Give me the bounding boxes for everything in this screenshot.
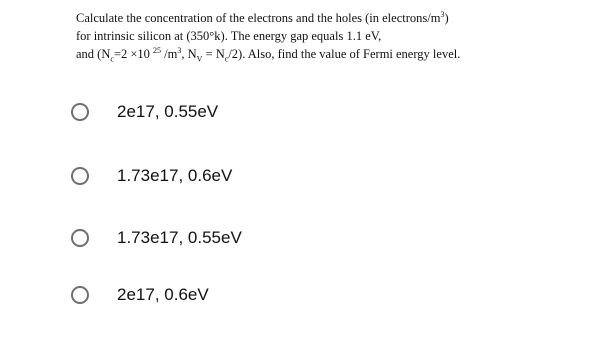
answer-option-2[interactable]: [71, 165, 232, 187]
question-line-3: [76, 45, 581, 63]
question-line-3-sup-1: 25: [153, 45, 162, 55]
radio-button[interactable]: [71, 286, 89, 304]
question-line-1-end: ): [444, 11, 449, 25]
question-line-1: [76, 9, 581, 27]
question-line-3-a: and (N: [76, 47, 111, 61]
question-line-3-c: /m: [161, 47, 178, 61]
answer-option-label[interactable]: 1.73e17, 0.55eV: [117, 228, 242, 247]
question-line-3-sup-2: 3: [177, 45, 182, 55]
question-line-3-sub-1: c: [110, 54, 114, 64]
question-line-1-text: Calculate the concentration of the electrons and the holes (in electrons/m: [76, 11, 441, 25]
question-line-2: [76, 27, 581, 45]
question-line-3-d: , N: [181, 47, 197, 61]
radio-button[interactable]: [71, 103, 89, 121]
radio-button[interactable]: [71, 229, 89, 247]
answer-option-1[interactable]: [71, 101, 218, 123]
answer-option-3[interactable]: [71, 227, 242, 249]
question-line-3-f: /2). Also, find the value of Fermi energy level.: [228, 47, 461, 61]
question-line-1-sup: 3: [440, 9, 445, 19]
question-line-3-sub-3: c: [224, 54, 229, 64]
answer-option-label[interactable]: 2e17, 0.55eV: [117, 102, 219, 121]
question-line-2-text: for intrinsic silicon at (350°k). The energy gap equals 1.1 eV,: [76, 29, 382, 43]
question-line-3-b: =2 ×10: [113, 47, 154, 61]
question-line-3-sub-2: V: [196, 54, 203, 64]
answer-option-label[interactable]: 2e17, 0.6eV: [117, 285, 209, 304]
question-text: [76, 9, 581, 63]
answer-option-4[interactable]: [71, 284, 209, 306]
question-line-3-e: = N: [202, 47, 225, 61]
radio-button[interactable]: [71, 167, 89, 185]
answer-option-label[interactable]: 1.73e17, 0.6eV: [117, 166, 233, 185]
